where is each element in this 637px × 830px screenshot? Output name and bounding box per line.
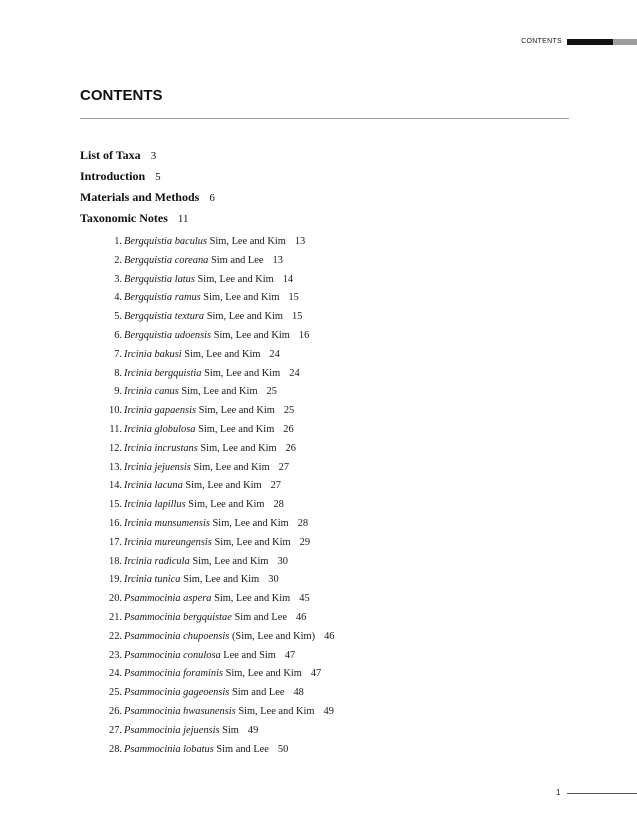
taxon-name: Psammocinia bergquistae <box>124 611 232 623</box>
taxon-name: Ircinia radicula <box>124 555 190 567</box>
toc-taxon-entry[interactable] <box>80 517 580 536</box>
taxon-number: 11. <box>109 423 122 435</box>
taxon-name: Bergquistia latus <box>124 273 195 285</box>
toc-taxon-entry[interactable] <box>80 254 580 273</box>
toc-section-page: 3 <box>150 150 157 162</box>
taxon-authority: (Sim, Lee and Kim) <box>231 630 316 642</box>
toc-section-title: Taxonomic Notes <box>80 211 168 225</box>
taxon-page: 50 <box>277 743 289 755</box>
taxon-authority: Sim, Lee and Kim <box>197 273 274 285</box>
toc-section-page: 11 <box>177 213 189 225</box>
taxon-authority: Sim, Lee and Kim <box>225 668 302 680</box>
toc-taxon-entry[interactable] <box>80 235 580 254</box>
taxon-number: 21. <box>109 611 122 623</box>
running-head <box>0 37 637 47</box>
taxon-name: Bergquistia ramus <box>124 292 201 304</box>
toc-taxon-entry[interactable] <box>80 649 580 668</box>
taxon-page: 28 <box>273 499 284 511</box>
taxon-number: 3. <box>114 273 122 285</box>
taxon-number: 24. <box>109 668 122 680</box>
taxon-authority: Sim, Lee and Kim <box>212 517 289 529</box>
taxon-page: 24 <box>269 348 280 360</box>
taxon-number: 1. <box>114 236 122 247</box>
taxon-page: 47 <box>284 649 296 661</box>
taxon-page: 24 <box>289 367 300 379</box>
taxon-authority: Sim, Lee and Kim <box>206 311 283 323</box>
taxon-page: 25 <box>283 405 295 417</box>
title-divider <box>80 118 569 119</box>
taxon-number: 19. <box>109 574 122 586</box>
taxon-number: 17. <box>109 536 122 548</box>
taxon-page: 15 <box>288 292 299 304</box>
page-title: CONTENTS <box>80 87 163 104</box>
toc-section-materials-and-methods[interactable] <box>80 189 580 210</box>
toc-taxon-entry[interactable] <box>80 385 580 404</box>
taxon-name: Psammocinia foraminis <box>124 668 224 680</box>
taxon-number: 15. <box>109 499 122 511</box>
taxon-authority: Sim, Lee and Kim <box>213 329 290 341</box>
taxon-authority: Sim <box>222 724 239 736</box>
taxon-name: Bergquistia baculus <box>124 236 208 247</box>
taxon-name: Ircinia tunica <box>124 574 181 586</box>
toc-section-title: Introduction <box>80 169 146 183</box>
toc-taxon-entry[interactable] <box>80 592 580 611</box>
running-head-bar-dark <box>567 39 613 45</box>
taxon-authority: Sim, Lee and Kim <box>214 536 291 548</box>
toc-taxon-entry[interactable] <box>80 423 580 442</box>
toc-taxon-entry[interactable] <box>80 310 580 329</box>
taxon-page: 27 <box>278 461 290 473</box>
toc-section-page: 6 <box>209 192 215 204</box>
taxon-authority: Lee and Sim <box>223 649 276 661</box>
taxon-page: 16 <box>298 329 310 341</box>
taxon-name: Ircinia globulosa <box>124 423 196 435</box>
toc-section-introduction[interactable] <box>80 168 580 189</box>
taxon-name: Psammocinia lobatus <box>124 743 214 755</box>
toc-section-list-of-taxa[interactable] <box>80 147 580 168</box>
taxon-name: Psammocinia aspera <box>124 593 212 605</box>
taxon-page: 14 <box>282 273 294 285</box>
toc-taxon-entry[interactable] <box>80 442 580 461</box>
taxon-page: 13 <box>294 236 306 247</box>
taxon-number: 26. <box>109 705 122 717</box>
toc-section-taxonomic-notes[interactable] <box>80 210 580 231</box>
taxon-number: 13. <box>109 461 122 473</box>
taxon-authority: Sim, Lee and Kim <box>185 480 262 492</box>
taxon-number: 16. <box>109 517 122 529</box>
taxon-name: Bergquistia coreana <box>124 254 209 266</box>
taxon-page: 28 <box>297 517 309 529</box>
taxon-page: 25 <box>266 386 277 398</box>
taxon-name: Bergquistia textura <box>124 311 205 323</box>
taxon-authority: Sim, Lee and Kim <box>200 442 277 454</box>
taxon-page: 49 <box>247 724 259 736</box>
table-of-contents <box>80 147 580 761</box>
taxon-name: Psammocinia hwasunensis <box>124 705 236 717</box>
taxon-authority: Sim, Lee and Kim <box>193 461 270 473</box>
taxon-page: 27 <box>270 480 281 492</box>
taxon-number: 9. <box>114 386 122 398</box>
taxon-authority: Sim and Lee <box>216 743 269 755</box>
taxon-name: Ircinia jejuensis <box>124 461 191 473</box>
taxon-name: Ircinia canus <box>124 386 179 398</box>
taxon-page: 46 <box>324 630 335 642</box>
toc-taxon-entry[interactable] <box>80 667 580 686</box>
toc-taxon-entry[interactable] <box>80 630 580 649</box>
taxon-name: Ircinia lacuna <box>124 480 183 492</box>
taxon-number: 27. <box>109 724 122 736</box>
running-head-label: CONTENTS <box>521 38 562 45</box>
toc-taxon-entry[interactable] <box>80 536 580 555</box>
taxon-name: Ircinia lapillus <box>124 499 186 511</box>
taxon-number: 28. <box>109 743 122 755</box>
page-footer <box>556 787 637 799</box>
taxon-authority: Sim and Lee <box>210 254 264 266</box>
taxon-number: 4. <box>114 292 122 304</box>
taxon-page: 15 <box>291 311 303 323</box>
toc-taxon-entry[interactable] <box>80 724 580 743</box>
taxon-number: 7. <box>114 348 122 360</box>
taxon-number: 25. <box>109 687 122 699</box>
taxon-name: Psammocinia conulosa <box>124 649 221 661</box>
footer-rule <box>567 793 637 794</box>
taxon-page: 49 <box>323 705 334 717</box>
taxon-number: 14. <box>109 480 122 492</box>
taxon-authority: Sim, Lee and Kim <box>198 423 275 435</box>
toc-section-page: 5 <box>155 171 161 183</box>
page-number: 1 <box>556 788 561 797</box>
taxon-page: 48 <box>293 687 304 699</box>
taxon-page: 29 <box>299 536 311 548</box>
taxon-number: 22. <box>109 630 122 642</box>
toc-section-title: Materials and Methods <box>80 190 200 204</box>
toc-taxon-entry[interactable] <box>80 479 580 498</box>
toc-taxon-entry[interactable] <box>80 743 580 762</box>
toc-taxon-entry[interactable] <box>80 461 580 480</box>
taxon-name: Ircinia mureungensis <box>124 536 212 548</box>
toc-taxon-entry[interactable] <box>80 705 580 724</box>
taxon-number: 20. <box>109 593 122 605</box>
taxon-page: 30 <box>277 555 288 567</box>
taxon-authority: Sim, Lee and Kim <box>204 367 281 379</box>
taxon-number: 12. <box>109 442 122 454</box>
toc-taxon-entry[interactable] <box>80 555 580 574</box>
taxon-authority: Sim and Lee <box>231 687 285 699</box>
taxon-name: Ircinia bakusi <box>124 348 182 360</box>
taxon-name: Ircinia munsumensis <box>124 517 210 529</box>
taxon-number: 8. <box>114 367 122 379</box>
taxon-name: Ircinia bergquistia <box>124 367 202 379</box>
taxon-authority: Sim, Lee and Kim <box>198 405 275 417</box>
taxon-authority: Sim, Lee and Kim <box>184 348 261 360</box>
toc-taxon-entry[interactable] <box>80 404 580 423</box>
taxon-authority: Sim, Lee and Kim <box>203 292 280 304</box>
taxon-page: 45 <box>299 593 310 605</box>
toc-taxon-entry[interactable] <box>80 348 580 367</box>
taxa-list <box>80 235 580 761</box>
toc-taxon-entry[interactable] <box>80 329 580 348</box>
running-head-bar-light <box>613 39 637 45</box>
toc-taxon-entry[interactable] <box>80 498 580 517</box>
taxon-number: 2. <box>114 254 122 266</box>
taxon-number: 18. <box>109 555 122 567</box>
taxon-authority: Sim, Lee and Kim <box>209 236 286 247</box>
taxon-authority: Sim, Lee and Kim <box>181 386 258 398</box>
toc-taxon-entry[interactable] <box>80 367 580 386</box>
taxon-authority: Sim, Lee and Kim <box>238 705 315 717</box>
taxon-page: 13 <box>272 254 283 266</box>
taxon-name: Bergquistia udoensis <box>124 329 212 341</box>
taxon-name: Ircinia incrustans <box>124 442 198 454</box>
taxon-authority: Sim and Lee <box>234 611 287 623</box>
taxon-name: Psammocinia jejuensis <box>124 724 220 736</box>
taxon-name: Psammocinia gageoensis <box>124 687 230 699</box>
toc-taxon-entry[interactable] <box>80 573 580 592</box>
taxon-number: 6. <box>114 329 122 341</box>
taxon-page: 30 <box>268 574 279 586</box>
taxon-authority: Sim, Lee and Kim <box>188 499 265 511</box>
taxon-number: 5. <box>114 311 122 323</box>
toc-taxon-entry[interactable] <box>80 273 580 292</box>
taxon-name: Ircinia gapaensis <box>124 405 197 417</box>
toc-taxon-entry[interactable] <box>80 686 580 705</box>
toc-section-title: List of Taxa <box>80 148 141 162</box>
taxon-number: 23. <box>109 649 122 661</box>
taxon-page: 47 <box>310 668 322 680</box>
taxon-page: 26 <box>285 442 296 454</box>
taxon-page: 46 <box>295 611 307 623</box>
toc-taxon-entry[interactable] <box>80 291 580 310</box>
taxon-authority: Sim, Lee and Kim <box>183 574 260 586</box>
taxon-page: 26 <box>283 423 294 435</box>
taxon-number: 10. <box>109 405 122 417</box>
taxon-authority: Sim, Lee and Kim <box>192 555 269 567</box>
taxon-authority: Sim, Lee and Kim <box>214 593 291 605</box>
taxon-name: Psammocinia chupoensis <box>124 630 230 642</box>
toc-taxon-entry[interactable] <box>80 611 580 630</box>
